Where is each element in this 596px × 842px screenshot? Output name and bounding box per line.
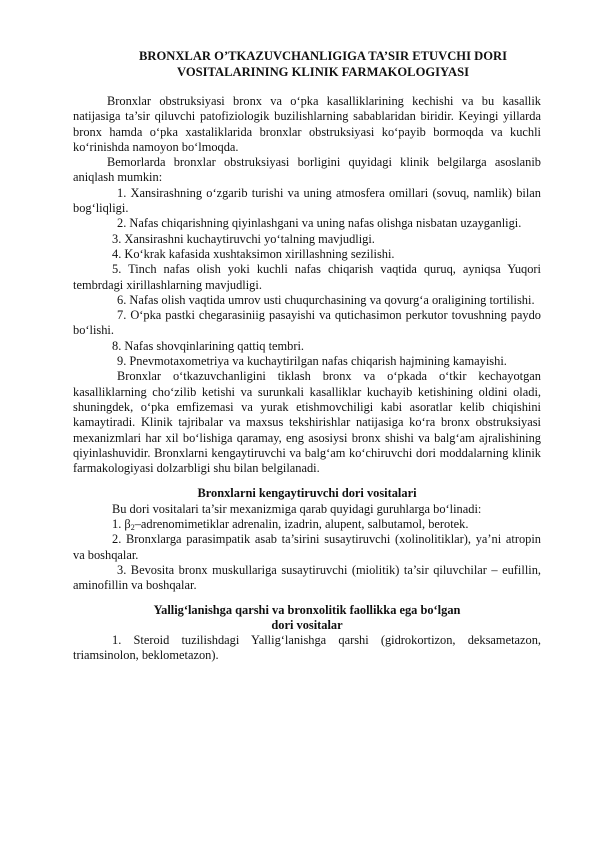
summary-paragraph: Bronxlar o‘tkazuvchanligini tiklash bronx va o‘pkada o‘tkir kechayotgan kasalliklarning cho‘zilib ketishi va surunkali kasalliklar kuchayib ketishining oldini oladi, shuningdek, o‘pka emfizemasi va yurak etishmovchiligi kabi asoratlar kelib chiqishini kamaytiradi. Klinik tajribalar va maxsus tekshirishlar natijasiga ko‘ra bronx obstruksiyasi mexanizmlari har xil bo‘lishiga qaramay, eng asosiysi bronx shishi va balg‘am ajralishining qiyinlashuvidir. Bronxlarni kengaytiruvchi va balg‘am ko‘chiruvchi dori moddalarning klinik farmakologiyasi dolzarbligi shu bilan belgilanadi.: [73, 369, 541, 476]
sign-item-4: 4. Ko‘krak kafasida xushtaksimon xirillashning sezilishi.: [112, 246, 395, 261]
section1-item-1-sub: 2: [130, 523, 135, 533]
sign-item-1: 1. Xansirashning o‘zgarib turishi va uning atmosfera omillari (sovuq, namlik) bilan bog‘liqligi.: [73, 185, 541, 216]
section1-item-1: [73, 517, 541, 532]
sign-item-5: 5. Tinch nafas olish yoki kuchli nafas chiqarish vaqtida quruq, ayniqsa Yuqori tembrdagi xirillashlarning mavjudligi.: [73, 262, 541, 292]
section1-item-1-post: –adrenomimetiklar adrenalin, izadrin, alupent, salbutamol, berotek.: [134, 517, 469, 532]
section2-heading-line-2: dori vositalar: [271, 617, 343, 632]
section1-intro: Bu dori vositalari ta’sir mexanizmiga qarab quyidagi guruhlarga bo‘linadi:: [112, 501, 482, 516]
sign-item-9: 9. Pnevmotaxometriya va kuchaytirilgan nafas chiqarish hajmining kamayishi.: [117, 354, 507, 369]
section-heading-bronchodilators: Bronxlarni kengaytiruvchi dori vositalari: [197, 486, 417, 501]
sign-item-6: 6. Nafas olish vaqtida umrov usti chuqurchasining va qovurg‘a oraligining tortilishi.: [117, 292, 535, 307]
intro-paragraph-2: Bemorlarda bronxlar obstruksiyasi borligini quyidagi klinik belgilarga asoslanib aniqlash mumkin:: [73, 155, 541, 185]
section2-heading-line-1: Yallig‘lanishga qarshi va bronxolitik faollikka ega bo‘lgan: [153, 602, 461, 617]
section1-item-2: 2. Bronxlarga parasimpatik asab ta’sirini susaytiruvchi (xolinolitiklar), ya’ni atropin va boshqalar.: [73, 532, 541, 562]
title-line-1: BRONXLAR O’TKAZUVCHANLIGIGA TA’SIR ETUVCHI DORI: [138, 49, 508, 63]
intro-paragraph-1: Bronxlar obstruksiyasi bronx va o‘pka kasalliklarining kechishi va bu kasallik natijasiga ta’sir qiluvchi patofiziologik buzilishlarning sabablaridan biridir. Keyingi yillarda bronx hamda o‘pka xastaliklarida bronxlar obstruksiyasi ko‘payib bormoqda va kuchli ko‘rinishda namoyon bo‘lmoqda.: [73, 94, 541, 154]
section1-item-3: 3. Bevosita bronx muskullariga susaytiruvchi (miolitik) ta’sir qiluvchilar – eufillin, aminofillin va boshqalar.: [73, 562, 541, 593]
section1-item-1-pre: 1. β: [112, 517, 131, 532]
document-title: [73, 48, 541, 80]
sign-item-3: 3. Xansirashni kuchaytiruvchi yo‘talning mavjudligi.: [112, 231, 375, 246]
sign-item-2: 2. Nafas chiqarishning qiyinlashgani va uning nafas olishga nisbatan uzayganligi.: [117, 216, 522, 231]
sign-item-8: 8. Nafas shovqinlarining qattiq tembri.: [112, 338, 305, 353]
section2-item-1: 1. Steroid tuzilishdagi Yallig‘lanishga qarshi (gidrokortizon, deksametazon, triamsinolon, beklometazon).: [73, 633, 541, 663]
title-line-2: VOSITALARINING KLINIK FARMAKOLOGIYASI: [176, 65, 470, 79]
sign-item-7: 7. O‘pka pastki chegarasiniig pasayishi va qutichasimon perkutor tovushning paydo bo‘lishi.: [73, 308, 541, 338]
section-heading-anti-inflammatory: [73, 603, 541, 634]
document-page: [73, 48, 541, 664]
